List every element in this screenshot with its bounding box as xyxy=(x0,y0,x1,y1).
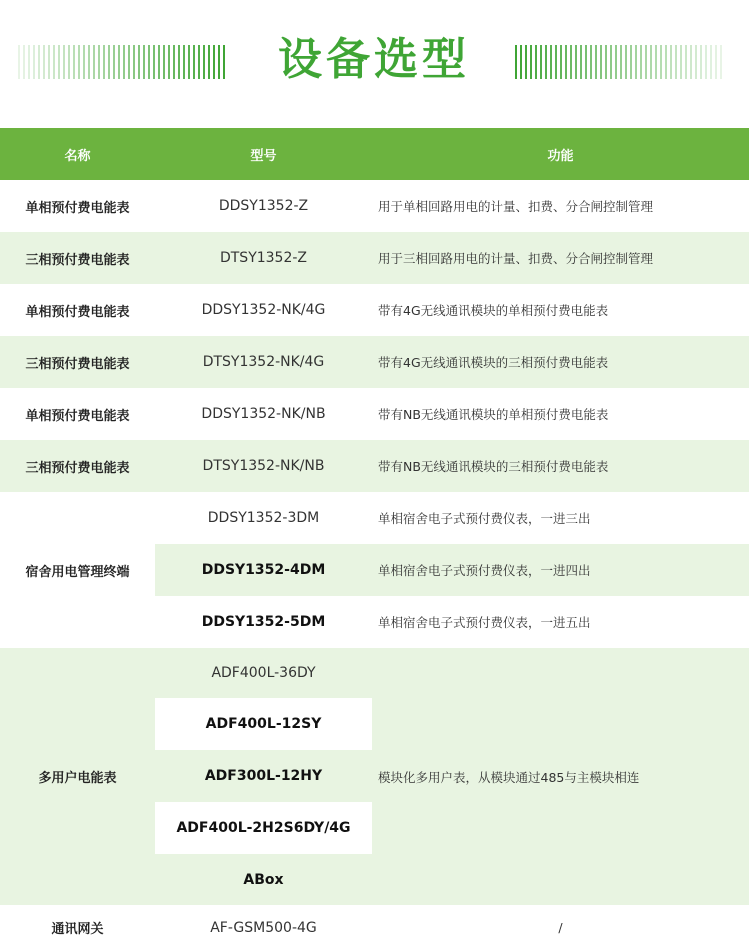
row-name: 三相预付费电能表 xyxy=(25,356,130,372)
stripe-bar xyxy=(178,45,180,79)
stripe-bar xyxy=(168,45,170,79)
multi-function: 模块化多用户表，从模块通过485与主模块相连 xyxy=(378,769,640,785)
stripe-bar xyxy=(625,45,627,79)
multi-model: ADF400L-2H2S6DY/4G xyxy=(155,802,372,854)
multi-model: ADF400L-12SY xyxy=(155,698,372,750)
stripe-bar xyxy=(545,45,547,79)
table-row xyxy=(0,388,749,440)
stripe-bar xyxy=(53,45,55,79)
stripe-bar xyxy=(580,45,582,79)
row-name: 单相预付费电能表 xyxy=(25,408,130,424)
stripe-bar xyxy=(595,45,597,79)
stripe-bar xyxy=(153,45,155,79)
stripe-bar xyxy=(48,45,50,79)
table-row xyxy=(0,440,749,492)
stripe-bar xyxy=(123,45,125,79)
row-model: DDSY1352-Z xyxy=(218,198,309,214)
stripe-bar xyxy=(63,45,65,79)
stripe-bar xyxy=(218,45,220,79)
title-banner xyxy=(0,0,749,128)
stripe-bar xyxy=(715,45,717,79)
stripe-bar xyxy=(635,45,637,79)
multi-model: ADF300L-12HY xyxy=(204,768,323,784)
stripe-bar xyxy=(585,45,587,79)
stripe-bar xyxy=(208,45,210,79)
stripe-bar xyxy=(590,45,592,79)
row-function: 带有4G无线通讯模块的三相预付费电能表 xyxy=(378,355,609,370)
stripe-bar xyxy=(550,45,552,79)
header-name: 名称 xyxy=(64,148,91,164)
stripe-bar xyxy=(675,45,677,79)
dorm-model: DDSY1352-5DM xyxy=(201,614,326,630)
stripe-bar xyxy=(88,45,90,79)
stripe-bar xyxy=(520,45,522,79)
stripe-bar xyxy=(28,45,30,79)
stripe-bar xyxy=(610,45,612,79)
stripe-bar xyxy=(685,45,687,79)
stripe-bar xyxy=(690,45,692,79)
page-title: 设备选型 xyxy=(278,34,470,85)
row-model: DDSY1352-NK/4G xyxy=(201,302,326,318)
header-function: 功能 xyxy=(547,148,574,164)
row-name: 单相预付费电能表 xyxy=(25,304,130,320)
stripe-bar xyxy=(148,45,150,79)
stripe-bar xyxy=(535,45,537,79)
stripe-bar xyxy=(640,45,642,79)
left-stripe-decoration xyxy=(18,45,233,79)
stripe-bar xyxy=(118,45,120,79)
stripe-bar xyxy=(143,45,145,79)
multi-model: ABox xyxy=(243,871,284,888)
table-row xyxy=(0,336,749,388)
stripe-bar xyxy=(198,45,200,79)
stripe-bar xyxy=(223,45,225,79)
stripe-bar xyxy=(68,45,70,79)
stripe-bar xyxy=(213,45,215,79)
stripe-bar xyxy=(173,45,175,79)
stripe-bar xyxy=(705,45,707,79)
stripe-bar xyxy=(83,45,85,79)
stripe-bar xyxy=(515,45,517,79)
stripe-bar xyxy=(620,45,622,79)
table-row xyxy=(0,284,749,336)
stripe-bar xyxy=(575,45,577,79)
stripe-bar xyxy=(600,45,602,79)
multi-user-group xyxy=(0,648,749,905)
stripe-bar xyxy=(660,45,662,79)
stripe-bar xyxy=(58,45,60,79)
stripe-bar xyxy=(700,45,702,79)
stripe-bar xyxy=(183,45,185,79)
stripe-bar xyxy=(630,45,632,79)
stripe-bar xyxy=(560,45,562,79)
stripe-bar xyxy=(38,45,40,79)
stripe-bar xyxy=(18,45,20,79)
stripe-bar xyxy=(655,45,657,79)
gateway-function: / xyxy=(558,920,563,935)
stripe-bar xyxy=(98,45,100,79)
stripe-bar xyxy=(695,45,697,79)
stripe-bar xyxy=(43,45,45,79)
stripe-bar xyxy=(73,45,75,79)
row-function: 带有4G无线通讯模块的单相预付费电能表 xyxy=(378,303,609,318)
stripe-bar xyxy=(193,45,195,79)
stripe-bar xyxy=(530,45,532,79)
stripe-bar xyxy=(113,45,115,79)
stripe-bar xyxy=(680,45,682,79)
stripe-bar xyxy=(23,45,25,79)
stripe-bar xyxy=(665,45,667,79)
dorm-model: DDSY1352-4DM xyxy=(201,562,326,578)
multi-group-name: 多用户电能表 xyxy=(38,771,117,786)
stripe-bar xyxy=(203,45,205,79)
stripe-bar xyxy=(720,45,722,79)
stripe-bar xyxy=(645,45,647,79)
row-name: 三相预付费电能表 xyxy=(25,252,130,268)
table-header xyxy=(0,128,749,180)
stripe-bar xyxy=(163,45,165,79)
row-function: 带有NB无线通讯模块的单相预付费电能表 xyxy=(378,407,609,422)
row-function: 用于单相回路用电的计量、扣费、分合闸控制管理 xyxy=(378,199,654,214)
row-model: DDSY1352-NK/NB xyxy=(201,406,326,422)
dorm-model: DDSY1352-3DM xyxy=(207,510,320,526)
stripe-bar xyxy=(605,45,607,79)
stripe-bar xyxy=(650,45,652,79)
dorm-function: 单相宿舍电子式预付费仪表，一进五出 xyxy=(378,615,591,630)
gateway-name: 通讯网关 xyxy=(51,922,104,937)
stripe-bar xyxy=(710,45,712,79)
right-stripe-decoration xyxy=(515,45,730,79)
row-function: 用于三相回路用电的计量、扣费、分合闸控制管理 xyxy=(378,251,654,266)
gateway-model: AF-GSM500-4G xyxy=(210,919,317,936)
row-model: DTSY1352-NK/4G xyxy=(202,354,325,370)
stripe-bar xyxy=(188,45,190,79)
header-model: 型号 xyxy=(250,148,277,164)
stripe-bar xyxy=(670,45,672,79)
stripe-bar xyxy=(78,45,80,79)
stripe-bar xyxy=(133,45,135,79)
stripe-bar xyxy=(108,45,110,79)
dorm-group xyxy=(0,492,749,648)
row-function: 带有NB无线通讯模块的三相预付费电能表 xyxy=(378,459,609,474)
stripe-bar xyxy=(570,45,572,79)
stripe-bar xyxy=(33,45,35,79)
stripe-bar xyxy=(565,45,567,79)
table-row xyxy=(0,180,749,232)
row-model: DTSY1352-NK/NB xyxy=(202,458,325,474)
dorm-function: 单相宿舍电子式预付费仪表，一进四出 xyxy=(378,563,591,578)
stripe-bar xyxy=(555,45,557,79)
row-model: DTSY1352-Z xyxy=(219,250,308,266)
dorm-group-name: 宿舍用电管理终端 xyxy=(25,564,130,580)
stripe-bar xyxy=(93,45,95,79)
stripe-bar xyxy=(128,45,130,79)
row-name: 单相预付费电能表 xyxy=(25,200,130,216)
stripe-bar xyxy=(525,45,527,79)
multi-model: ADF400L-36DY xyxy=(211,665,316,681)
table-row xyxy=(0,232,749,284)
stripe-bar xyxy=(158,45,160,79)
stripe-bar xyxy=(103,45,105,79)
stripe-bar xyxy=(138,45,140,79)
row-name: 三相预付费电能表 xyxy=(25,460,130,476)
dorm-function: 单相宿舍电子式预付费仪表，一进三出 xyxy=(378,511,591,526)
stripe-bar xyxy=(540,45,542,79)
stripe-bar xyxy=(615,45,617,79)
table-row xyxy=(0,905,749,950)
